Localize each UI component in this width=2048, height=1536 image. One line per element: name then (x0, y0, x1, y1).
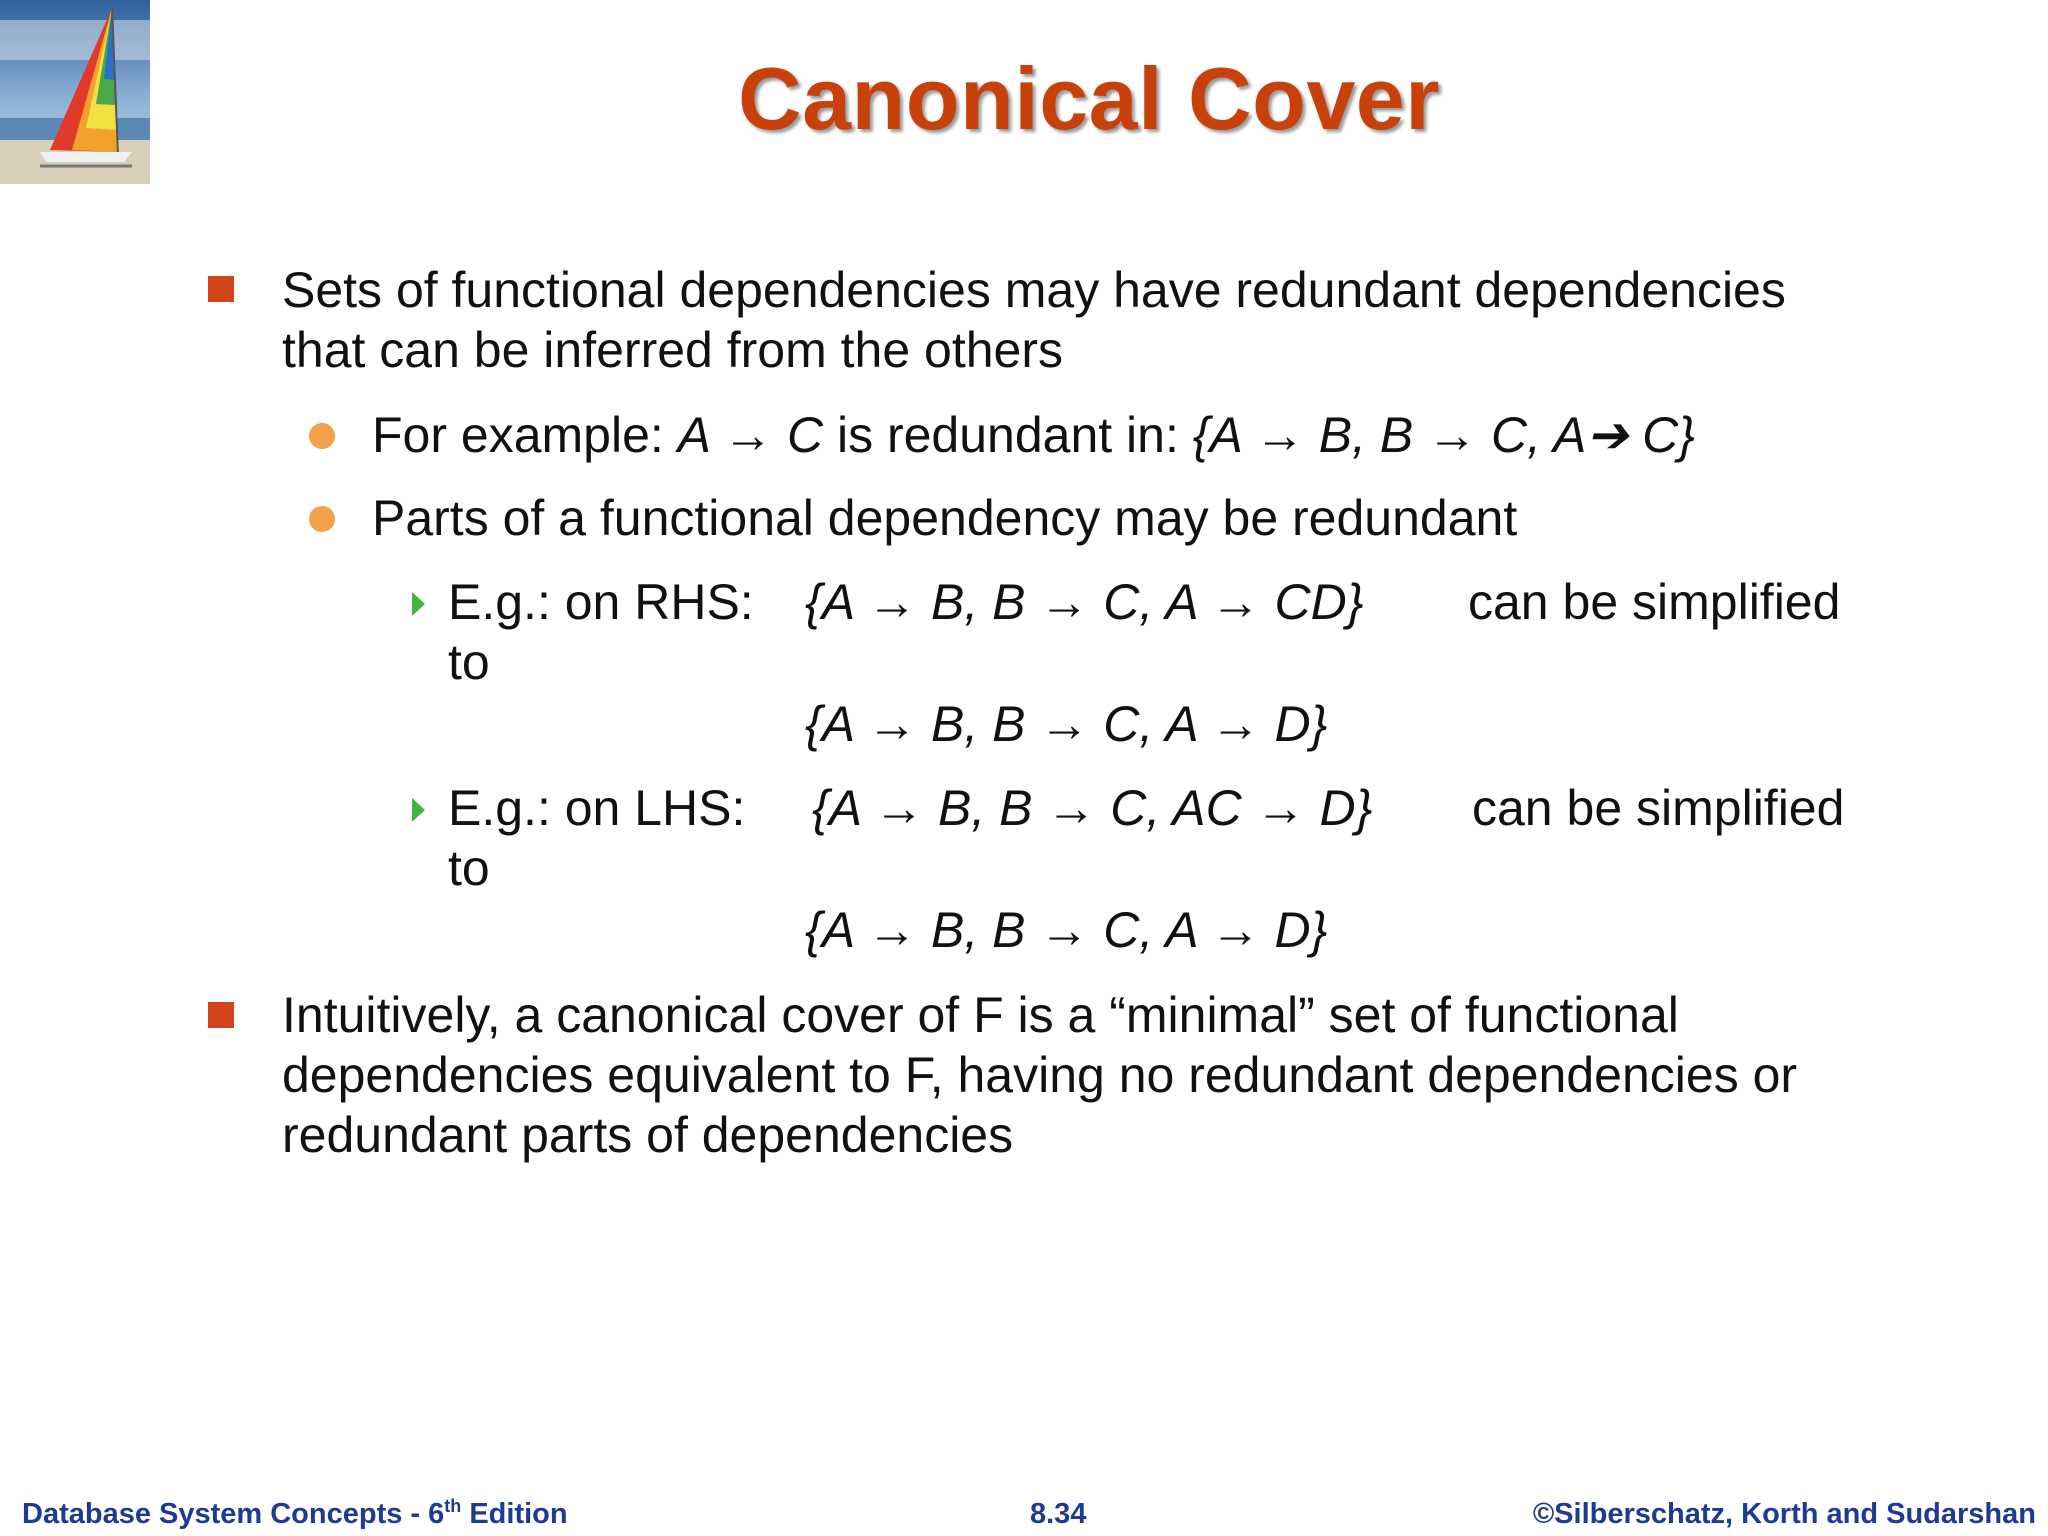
example-middle: is redundant in: (823, 407, 1193, 463)
sub-bullet-example (372, 405, 1695, 465)
example-fd: A → C (677, 407, 824, 463)
lhs-to: to (448, 840, 490, 896)
example-prefix: For example: (372, 407, 678, 463)
lhs-set: {A → B, B → C, AC → D} (812, 780, 1373, 836)
footer-book-title (22, 1498, 568, 1531)
slide-title: Canonical Cover (738, 49, 1440, 148)
lhs-tail: can be simplified (1472, 780, 1845, 836)
bullet-1-line-1: Sets of functional dependencies may have redundant dependencies (282, 262, 1786, 318)
rhs-to: to (448, 634, 490, 690)
bullet-1-line-2: that can be inferred from the others (282, 322, 1063, 378)
footer-book-title-main: Database System Concepts - 6 (22, 1498, 445, 1530)
triangle-bullet-icon (412, 798, 425, 822)
triangle-bullet-icon (412, 592, 425, 616)
bullet-2-line-2: dependencies equivalent to F, having no redundant dependencies or (282, 1047, 1798, 1103)
footer-book-title-end: Edition (461, 1498, 568, 1530)
square-bullet-icon (208, 1002, 234, 1028)
rhs-result: {A → B, B → C, A → D} (805, 696, 1328, 752)
footer-page-number: 8.34 (1030, 1498, 1087, 1530)
sub-bullet-parts: Parts of a functional dependency may be redundant (372, 490, 1518, 546)
example-set: {A → B, B → C, A➔ C} (1192, 407, 1695, 463)
footer-book-title-sup: th (444, 1496, 462, 1516)
rhs-label: E.g.: on RHS: (448, 574, 754, 630)
bullet-2-line-1: Intuitively, a canonical cover of F is a “minimal” set of functional (282, 987, 1679, 1043)
bullet-2-line-3: redundant parts of dependencies (282, 1107, 1014, 1163)
footer-copyright: ©Silberschatz, Korth and Sudarshan (1532, 1498, 2036, 1530)
dot-bullet-icon (309, 506, 335, 532)
square-bullet-icon (208, 276, 234, 302)
lhs-label: E.g.: on LHS: (448, 780, 746, 836)
rhs-tail: can be simplified (1468, 574, 1841, 630)
rhs-set: {A → B, B → C, A → CD} (805, 574, 1364, 630)
lhs-result: {A → B, B → C, A → D} (805, 902, 1328, 958)
dot-bullet-icon (309, 423, 335, 449)
